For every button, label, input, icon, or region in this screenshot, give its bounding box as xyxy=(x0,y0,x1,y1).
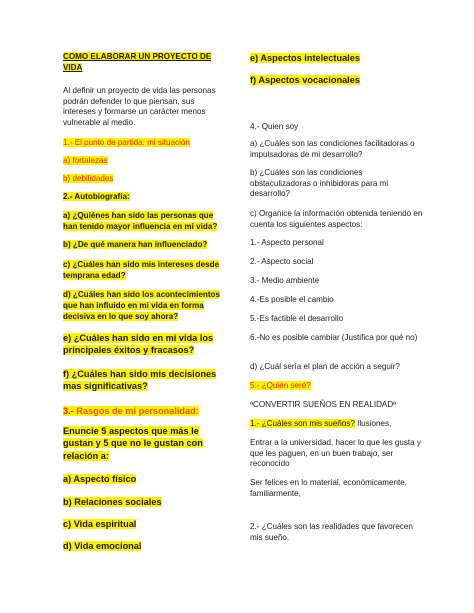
item-4-quien-soy: 4.- Quien soy xyxy=(250,122,299,131)
list-item: 3.- Medio ambiente xyxy=(250,276,320,285)
question-f: f) ¿Cuáles han sido mis decisiones mas significativas? xyxy=(63,369,217,392)
dreams-paragraph-2: Ser felices en lo material, económicamente, familiarmente, xyxy=(250,478,408,498)
item-3-rasgos: 3.- Rasgos de mi personalidad: xyxy=(63,406,199,416)
list-item: 5.-Es factible el desarrollo xyxy=(250,314,344,323)
question-4c: c) Organice la información obtenida teniendo en cuenta los siguientes aspectos: xyxy=(250,209,423,229)
document-title: COMO ELABORAR UN PROYECTO DE VIDA xyxy=(63,52,212,72)
aspect-intelectuales: e) Aspectos intelectuales xyxy=(250,53,360,63)
item-5-quien-sere: 5.- ¿Quién seré? xyxy=(250,381,311,390)
question-2-realidades: 2.- ¿Cuáles son las realidades que favorecen mis sueño. xyxy=(250,522,413,542)
question-a: a) ¿Quiénes han sido las personas que han tenido mayor influencia en mi vida? xyxy=(63,211,218,231)
question-1-suenos: 1.- ¿Cuáles son mis sueños? Ilusiones, xyxy=(250,419,392,428)
list-item: 4.-Es posible el cambio xyxy=(250,295,334,304)
item-b-debilidades: b) debilidades xyxy=(63,174,114,183)
question-d: d) ¿Cuáles han sido los acontecimientos que han influido en mi vida en forma decisiva en lo que soy ahora? xyxy=(63,290,220,321)
aspect-relaciones: b) Relaciones sociales xyxy=(63,497,162,507)
convertir-heading: ªCONVERTIR SUEÑOS EN REALIDADª xyxy=(250,400,397,409)
dreams-paragraph-1: Entrar a la universidad, hacer lo que les gusta y que les paguen, en un buen trabajo, ser reconocido xyxy=(250,438,421,469)
question-c: c) ¿Cuáles han sido mis intereses desde temprana edad? xyxy=(63,260,220,280)
aspect-emocional: d) Vida emocional xyxy=(63,541,142,551)
enuncie-paragraph: Enuncie 5 aspectos que más le gustan y 5 que no le gustan con relación a: xyxy=(63,426,203,461)
list-item: 6.-No es posible cambiar (Justifica por qué no) xyxy=(250,333,418,342)
item-a-fortalezas: a) fortalezas xyxy=(63,156,108,165)
aspect-espiritual: c) Vida espiritual xyxy=(63,519,137,529)
intro-paragraph: Al definir un proyecto de vida las personas podrán defender lo que piensan, sus intereses y formarse un carácter menos vulnerable al medio. xyxy=(63,86,216,127)
item-2-autobiografia: 2.- Autobiografía: xyxy=(63,192,130,201)
question-e: e) ¿Cuáles han sido en mi vida los principales éxitos y fracasos? xyxy=(63,333,214,356)
list-item: 2.- Aspecto social xyxy=(250,257,314,266)
list-item: d) ¿Cuál sería el plan de acción a seguir? xyxy=(250,362,400,371)
item-1: 1.- El punto de partida: mi situación xyxy=(63,138,190,147)
question-4a: a) ¿Cuáles son las condiciones facilitadoras o impulsadoras de mi desarrollo? xyxy=(250,139,415,159)
list-item: 1.- Aspecto personal xyxy=(250,238,324,247)
question-b: b) ¿De qué manera han influenciado? xyxy=(63,240,208,249)
aspect-vocacionales: f) Aspectos vocacionales xyxy=(250,75,360,85)
aspect-fisico: a) Aspecto físico xyxy=(63,474,137,484)
question-4b: b) ¿Cuáles son las condiciones obstaculizadoras o inhibidoras para mi desarrollo? xyxy=(250,168,389,199)
